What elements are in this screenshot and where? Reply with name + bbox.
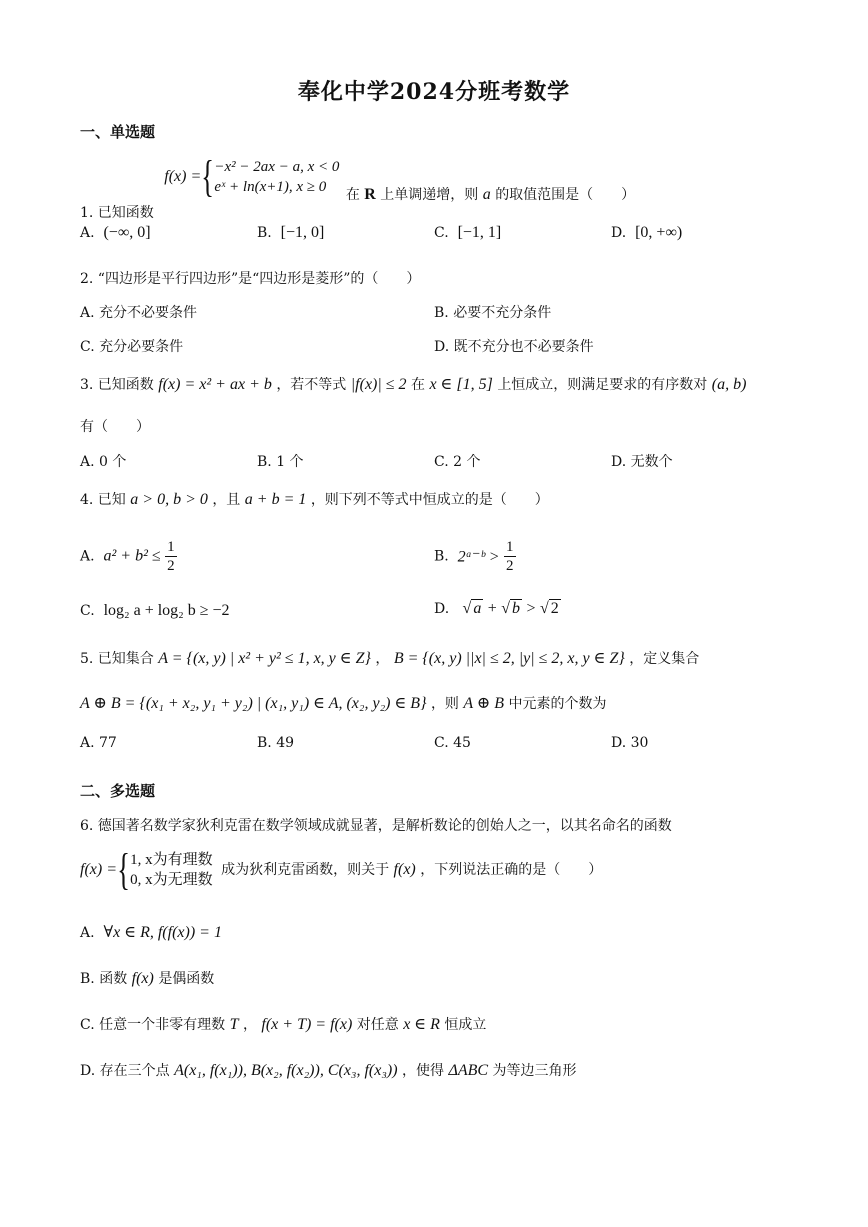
math-T: T bbox=[229, 1016, 239, 1033]
question-3-stem bbox=[80, 374, 746, 394]
text-fragment: ，则 bbox=[430, 696, 459, 712]
option-label: B. 函数 bbox=[80, 971, 128, 987]
case-1: 1, x为有理数 bbox=[130, 852, 213, 868]
question-3-line-2: 有（ ） bbox=[80, 419, 150, 435]
question-1-piecewise-function bbox=[164, 152, 340, 201]
q4-option-c[interactable] bbox=[80, 602, 230, 620]
q6-option-b[interactable] bbox=[80, 968, 214, 988]
piecewise-cases bbox=[130, 850, 213, 890]
option-text: 为等边三角形 bbox=[492, 1063, 577, 1079]
text-fragment: 4. 已知 bbox=[80, 492, 126, 508]
function-lhs: f(x) = bbox=[80, 861, 117, 878]
q2-option-d[interactable]: D. 既不充分也不必要条件 bbox=[434, 339, 594, 355]
text-fragment: ，且 bbox=[212, 492, 241, 508]
section-heading-single-choice: 一、单选题 bbox=[80, 123, 156, 141]
q3-option-d[interactable]: D. 无数个 bbox=[611, 454, 673, 470]
sqrt-a: √ a bbox=[462, 600, 482, 617]
option-label: A. bbox=[80, 548, 95, 565]
text-fragment: 5. 已知集合 bbox=[80, 651, 154, 667]
option-label: C. bbox=[80, 603, 95, 619]
case-2: eˣ + ln(x+1), x ≥ 0 bbox=[214, 179, 327, 195]
text-fragment: ， bbox=[242, 1017, 257, 1033]
text-fragment: 的取值范围是（ ） bbox=[495, 187, 636, 203]
option-label: B. bbox=[257, 225, 272, 241]
sqrt-2: √ 2 bbox=[539, 600, 559, 617]
option-text: ，使得 bbox=[402, 1063, 445, 1079]
math-R: R bbox=[364, 186, 376, 203]
option-math: A(x₁, f(x₁)), B(x₂, f(x₂)), C(x₃, f(x₃)) bbox=[174, 1062, 398, 1079]
case-2: 0, x为无理数 bbox=[130, 872, 213, 888]
text-fragment: ，定义集合 bbox=[629, 651, 700, 667]
q5-option-a[interactable]: A. 77 bbox=[80, 735, 117, 751]
option-math: a² + b² ≤ bbox=[103, 547, 161, 565]
math-triangle: ΔABC bbox=[448, 1062, 489, 1079]
q1-option-d[interactable] bbox=[611, 224, 682, 242]
q3-option-c[interactable]: C. 2 个 bbox=[434, 454, 481, 470]
text-fragment: 成为狄利克雷函数，则关于 bbox=[221, 862, 390, 878]
option-math: f(x + T) = f(x) bbox=[261, 1016, 353, 1033]
fraction-one-half bbox=[165, 538, 177, 575]
plus-sign: + bbox=[487, 600, 497, 617]
option-label: D. 存在三个点 bbox=[80, 1063, 170, 1079]
text-fragment: 上单调递增，则 bbox=[380, 187, 479, 203]
math-set-definition: A ⊕ B = {(x₁ + x₂, y₁ + y₂) | (x₁, y₁) ∈ A, (x₂, y₂) ∈ B} bbox=[80, 695, 427, 712]
option-value: [−1, 0] bbox=[280, 224, 325, 241]
text-fragment: 上恒成立，则满足要求的有序数对 bbox=[497, 377, 708, 393]
q3-option-b[interactable]: B. 1 个 bbox=[257, 454, 304, 470]
option-label: B. bbox=[434, 548, 449, 565]
text-fragment: ， bbox=[375, 651, 390, 667]
numerator: 1 bbox=[506, 539, 514, 555]
math-pair: (a, b) bbox=[711, 376, 747, 393]
function-lhs: f(x) = bbox=[164, 168, 202, 185]
question-6-function-line bbox=[80, 845, 603, 894]
q3-option-a[interactable]: A. 0 个 bbox=[80, 454, 127, 470]
page-title: 奉化中学2024分班考数学 bbox=[297, 79, 571, 105]
radicand: 2 bbox=[550, 600, 559, 617]
option-math: f(x) bbox=[131, 970, 154, 987]
math-fx: f(x) bbox=[393, 861, 416, 878]
question-5-stem bbox=[80, 648, 699, 668]
option-label: A. bbox=[80, 225, 95, 241]
option-label: D. bbox=[611, 225, 627, 241]
dirichlet-function bbox=[80, 845, 213, 894]
q5-option-d[interactable]: D. 30 bbox=[611, 735, 649, 751]
q6-option-a[interactable] bbox=[80, 922, 222, 942]
question-1-tail bbox=[346, 187, 635, 203]
math-set-sum: A ⊕ B bbox=[463, 695, 505, 712]
option-value: [−1, 1] bbox=[457, 224, 502, 241]
option-math: log₂ a + log₂ b ≥ −2 bbox=[103, 602, 230, 619]
q6-option-d[interactable] bbox=[80, 1060, 577, 1080]
text-fragment: ，则下列不等式中恒成立的是（ ） bbox=[310, 492, 549, 508]
question-6-stem: 6. 德国著名数学家狄利克雷在数学领域成就显著，是解析数论的创始人之一，以其名命名的函数 bbox=[80, 818, 672, 834]
sqrt-b: √ b bbox=[501, 600, 521, 617]
option-label: C. 任意一个非零有理数 bbox=[80, 1017, 226, 1033]
option-label: A. bbox=[80, 925, 95, 941]
fraction-one-half bbox=[504, 538, 516, 575]
text-fragment: 3. 已知函数 bbox=[80, 377, 154, 393]
greater-sign: > bbox=[526, 600, 536, 617]
brace-symbol: { bbox=[117, 845, 130, 894]
math-function: f(x) = x² + ax + b bbox=[158, 376, 272, 393]
math-domain: x ∈ R bbox=[403, 1016, 440, 1033]
math-inequality: |f(x)| ≤ 2 bbox=[350, 376, 407, 393]
q5-option-c[interactable]: C. 45 bbox=[434, 735, 471, 751]
piecewise-cases bbox=[214, 157, 339, 197]
text-fragment: ，若不等式 bbox=[276, 377, 347, 393]
option-math: 2ᵃ⁻ᵇ > bbox=[457, 548, 500, 566]
math-condition: a > 0, b > 0 bbox=[130, 491, 208, 508]
text-fragment: 中元素的个数为 bbox=[508, 696, 607, 712]
q1-option-a[interactable] bbox=[80, 224, 151, 242]
question-5-line-2 bbox=[80, 693, 607, 713]
option-text: 是偶函数 bbox=[158, 971, 215, 987]
denominator: 2 bbox=[167, 558, 175, 574]
text-fragment: 在 bbox=[411, 377, 425, 393]
option-text: 恒成立 bbox=[444, 1017, 487, 1033]
question-6-tail bbox=[221, 862, 602, 878]
option-value: (−∞, 0] bbox=[103, 224, 151, 241]
math-set-b: B = {(x, y) ||x| ≤ 2, |y| ≤ 2, x, y ∈ Z} bbox=[393, 650, 625, 667]
q1-option-b[interactable] bbox=[257, 224, 324, 242]
math-set-a: A = {(x, y) | x² + y² ≤ 1, x, y ∈ Z} bbox=[158, 650, 371, 667]
radicand: a bbox=[473, 600, 482, 617]
math-domain: x ∈ [1, 5] bbox=[429, 376, 493, 393]
option-label: D. bbox=[434, 601, 450, 617]
q1-option-c[interactable] bbox=[434, 224, 501, 242]
question-1-stem bbox=[80, 152, 636, 221]
brace-symbol: { bbox=[201, 152, 215, 201]
section-heading-multiple-choice: 二、多选题 bbox=[80, 782, 156, 800]
option-math: ∀x ∈ R, f(f(x)) = 1 bbox=[103, 924, 222, 941]
option-text: 对任意 bbox=[356, 1017, 399, 1033]
q5-option-b[interactable]: B. 49 bbox=[257, 735, 295, 751]
text-fragment: ，下列说法正确的是（ ） bbox=[420, 862, 603, 878]
q2-option-b[interactable]: B. 必要不充分条件 bbox=[434, 305, 552, 321]
question-1-prefix: 1. 已知函数 bbox=[80, 205, 154, 221]
text-fragment: 在 bbox=[345, 187, 360, 203]
q2-option-c[interactable]: C. 充分必要条件 bbox=[80, 339, 184, 355]
q6-option-c[interactable] bbox=[80, 1014, 486, 1034]
radicand: b bbox=[512, 600, 521, 617]
q4-option-a[interactable] bbox=[80, 538, 177, 575]
q4-option-d[interactable] bbox=[434, 600, 561, 618]
option-value: [0, +∞) bbox=[635, 224, 683, 241]
math-condition: a + b = 1 bbox=[244, 491, 307, 508]
question-2-stem: 2. “四边形是平行四边形”是“四边形是菱形”的（ ） bbox=[80, 271, 421, 287]
q2-option-a[interactable]: A. 充分不必要条件 bbox=[80, 305, 198, 321]
case-1: −x² − 2ax − a, x < 0 bbox=[214, 159, 340, 175]
option-label: C. bbox=[434, 225, 449, 241]
q4-option-b[interactable] bbox=[434, 538, 516, 575]
question-4-stem bbox=[80, 489, 549, 509]
numerator: 1 bbox=[167, 539, 175, 555]
denominator: 2 bbox=[506, 558, 514, 574]
math-a: a bbox=[482, 186, 491, 203]
